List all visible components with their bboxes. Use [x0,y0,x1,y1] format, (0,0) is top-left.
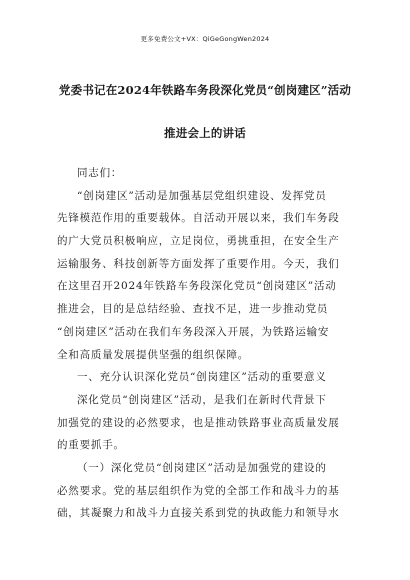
paragraph-line: 推进会，目的是总结经验、查找不足，进一步推动党员 [57,303,329,316]
paragraph-line: 础，其凝聚力和战斗力直接关系到党的执政能力和领导水 [57,507,340,520]
section-heading: 一、充分认识深化党员“创岗建区”活动的重要意义 [77,371,327,384]
paragraph-line: 先锋模范作用的重要载体。自活动开展以来，我们车务段 [57,212,340,225]
paragraph-line: 的广大党员积极响应，立足岗位，勇挑重担，在安全生产 [57,235,340,248]
paragraph-line: 运输服务、科技创新等方面发挥了重要作用。今天，我们 [57,257,340,270]
paragraph-line: “创岗建区”活动在我们车务段深入开展，为铁路运输安 [57,325,330,338]
paragraph-line: 深化党员“创岗建区”活动，是我们在新时代背景下 [77,393,327,406]
body-text [57,162,355,525]
subsection-line: （一）深化党员“创岗建区”活动是加强党的建设的 [77,461,327,474]
document-title-line-1: 党委书记在2024年铁路车务段深化党员“创岗建区”活动 [58,83,352,97]
paragraph-line: 全和高质量发展提供坚强的组织保障。 [57,348,250,361]
salutation: 同志们： [77,167,123,179]
paragraph-line: 必然要求。党的基层组织作为党的全部工作和战斗力的基 [57,484,340,497]
header-note: 更多免费公文+VX：QiGeGongWen2024 [140,35,270,43]
paragraph-line: 加强党的建设的必然要求，也是推动铁路事业高质量发展 [57,416,340,429]
paragraph-line: “创岗建区”活动是加强基层党组织建设、发挥党员 [77,189,327,202]
document-title-line-2: 推进会上的讲话 [164,126,246,140]
paragraph-line: 在这里召开2024年铁路车务段深化党员“创岗建区”活动 [57,280,337,293]
paragraph-line: 的重要抓手。 [57,439,125,452]
